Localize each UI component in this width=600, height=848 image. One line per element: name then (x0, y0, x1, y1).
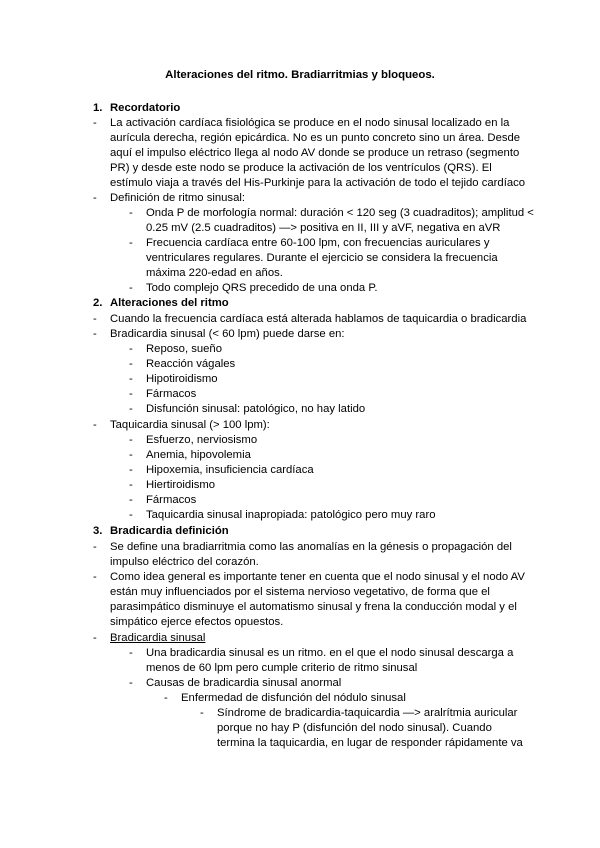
list-item: Hiertiroidismo (146, 479, 216, 491)
bullet-dash: - (93, 419, 97, 431)
list-item: Causas de bradicardia sinusal anormal (146, 677, 342, 689)
paragraph: Como idea general es importante tener en cuenta que el nodo sinusal y el nodo AV están muy influenciados por el sistema nervioso vegetativo, de forma que el parasimpático disminuye el automatismo sinusal y frena la conducción modal y el simpático ejerce efectos opuestos. (110, 571, 525, 628)
paragraph: Se define una bradiarritmia como las anomalías en la génesis o propagación del impulso eléctrico del corazón. (110, 541, 512, 568)
section-heading: Recordatorio (110, 102, 181, 114)
list-item: Anemia, hipovolemia (146, 449, 251, 461)
bullet-dash: - (129, 509, 133, 521)
list-item: Cuando la frecuencia cardíaca está alterada hablamos de taquicardia o bradicardia (110, 313, 527, 325)
list-item: Fármacos (146, 388, 197, 400)
section-heading: Alteraciones del ritmo (110, 297, 229, 309)
list-item: Reposo, sueño (146, 343, 222, 355)
section-number: 1. (93, 102, 103, 114)
bullet-dash: - (129, 449, 133, 461)
document-title: Alteraciones del ritmo. Bradiarritmias y bloqueos. (165, 69, 435, 81)
bullet-dash: - (93, 313, 97, 325)
list-item: Taquicardia sinusal inapropiada: patológico pero muy raro (146, 509, 436, 521)
bullet-dash: - (93, 571, 97, 583)
list-item: Síndrome de bradicardia-taquicardia —> aralrítmia auricular porque no hay P (disfunción del nodo sinusal). Cuando termina la taquicardia, en lugar de responder rápidamente va (217, 707, 523, 749)
list-item: Reacción vágales (146, 358, 236, 370)
list-item: Una bradicardia sinusal es un ritmo. en el que el nodo sinusal descarga a menos de 60 lpm pero cumple criterio de ritmo sinusal (146, 647, 514, 674)
bullet-dash: - (129, 388, 133, 400)
bullet-dash: - (93, 192, 97, 204)
bullet-dash: - (129, 647, 133, 659)
bullet-dash: - (164, 692, 168, 704)
list-item: Frecuencia cardíaca entre 60-100 lpm, con frecuencias auriculares y ventriculares regulares. Durante el ejercicio se considera la frecuencia máxima 220-edad en años. (146, 237, 498, 279)
list-item: Hipotiroidismo (146, 373, 218, 385)
bullet-dash: - (129, 237, 133, 249)
bullet-dash: - (200, 707, 204, 719)
section-number: 2. (93, 297, 103, 309)
bullet-dash: - (129, 464, 133, 476)
list-item: Onda P de morfología normal: duración < 120 seg (3 cuadraditos); amplitud < 0.25 mV (2.5 cuadraditos) —> positiva en II, III y aVF, negativa en aVR (146, 207, 534, 234)
bullet-dash: - (129, 434, 133, 446)
section-heading: Bradicardia definición (110, 525, 229, 537)
list-item: Taquicardia sinusal (> 100 lpm): (110, 419, 270, 431)
bullet-dash: - (93, 541, 97, 553)
list-item: Bradicardia sinusal (< 60 lpm) puede darse en: (110, 328, 345, 340)
bullet-dash: - (129, 343, 133, 355)
paragraph: La activación cardíaca fisiológica se produce en el nodo sinusal localizado en la aurícula derecha, región epicárdica. No es un punto concreto sino un área. Desde aquí el impulso eléctrico llega al nodo AV donde se produce un retraso (segmento PR) y desde este nodo se produce la activación de los ventrículos (QRS). El estímulo viaja a través del His-Purkinje para la activación de todo el tejido cardíaco (110, 117, 526, 189)
list-item: Todo complejo QRS precedido de una onda P. (146, 282, 378, 294)
section-number: 3. (93, 525, 103, 537)
bullet-dash: - (129, 358, 133, 370)
list-item: Definición de ritmo sinusal: (110, 192, 245, 204)
bullet-dash: - (129, 494, 133, 506)
bullet-dash: - (93, 328, 97, 340)
list-item: Fármacos (146, 494, 197, 506)
bullet-dash: - (129, 403, 133, 415)
bullet-dash: - (129, 282, 133, 294)
bullet-dash: - (129, 373, 133, 385)
bullet-dash: - (129, 479, 133, 491)
list-item: Enfermedad de disfunción del nódulo sinusal (181, 692, 406, 704)
bullet-dash: - (129, 207, 133, 219)
bullet-dash: - (93, 632, 97, 644)
bullet-dash: - (93, 117, 97, 129)
list-item: Hipoxemia, insuficiencia cardíaca (146, 464, 314, 476)
list-item: Esfuerzo, nerviosismo (146, 434, 258, 446)
list-item: Disfunción sinusal: patológico, no hay latido (146, 403, 366, 415)
bullet-dash: - (129, 677, 133, 689)
subheading-underlined: Bradicardia sinusal (110, 632, 206, 644)
